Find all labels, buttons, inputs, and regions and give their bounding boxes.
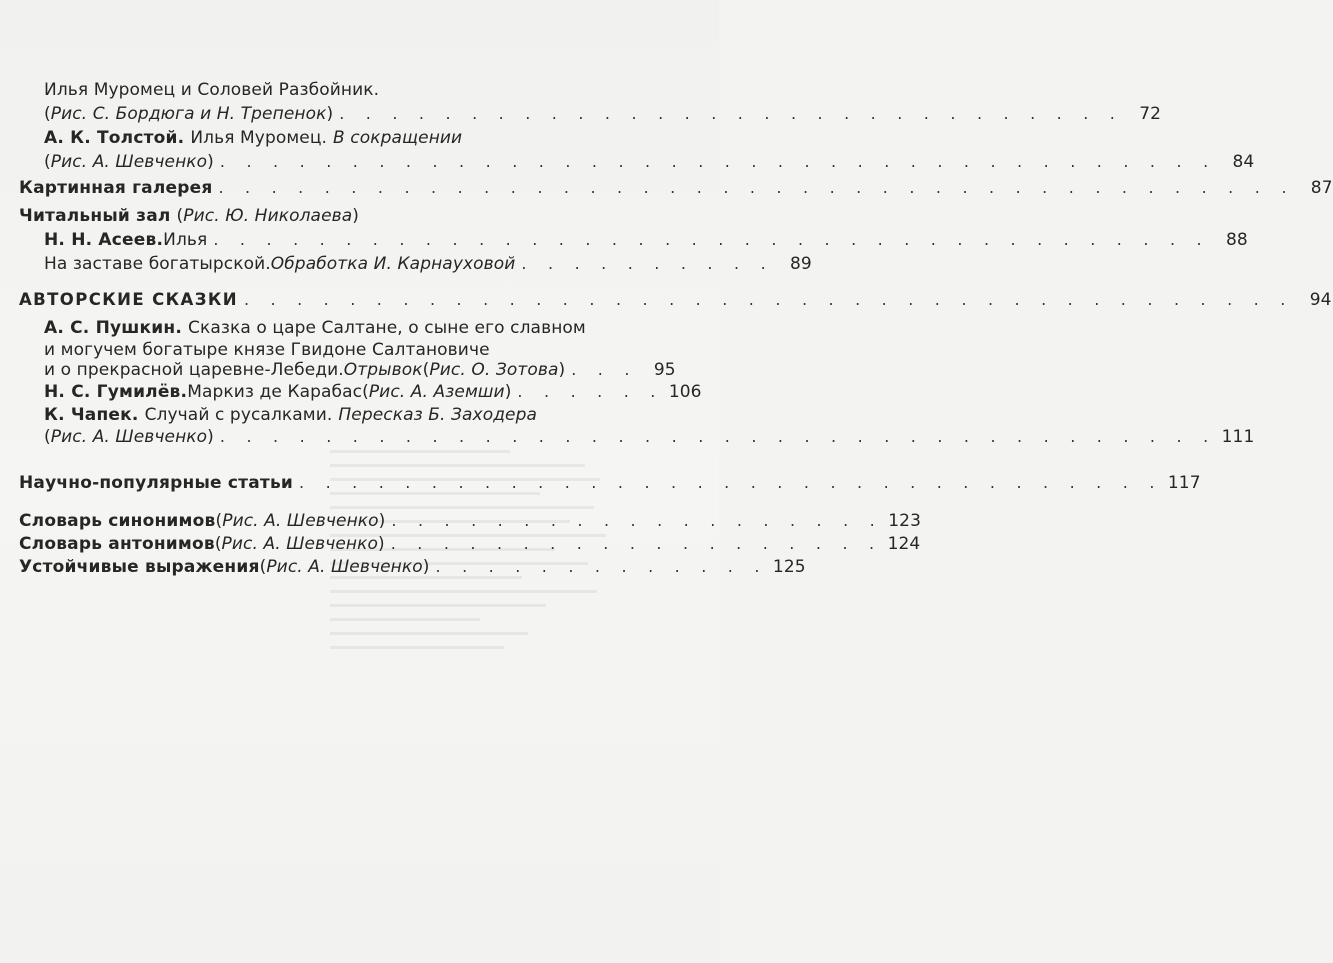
- dot-leader: . . . . . . . . . . . . . . . . . . . . . . . . . . . . . . . . . . . . . . . . .: [218, 178, 1295, 197]
- toc-title: На заставе богатырской.: [44, 254, 271, 274]
- toc-entry-tolstoy-illustrator: [44, 152, 1255, 172]
- illustrator: Рис. А. Шевченко: [266, 557, 423, 577]
- toc-note: Обработка И. Карнауховой: [270, 254, 516, 274]
- toc-entry-pushkin-end: [44, 360, 676, 380]
- page-number: 117: [1167, 473, 1201, 493]
- dot-leader: . . . . . .: [517, 382, 664, 401]
- paren-close: ): [326, 104, 334, 124]
- toc-title: Илья Муромец и Соловей Разбойник.: [44, 80, 380, 100]
- section-title: Картинная галерея: [19, 178, 213, 198]
- dot-leader: . . . . . . . . . . . . . . . . . . . . . . . . . . . . . . . . . . . . . .: [219, 152, 1217, 171]
- page-number: 124: [887, 534, 921, 554]
- toc-author: А. С. Пушкин.: [44, 318, 183, 338]
- paren-close: ): [378, 511, 386, 531]
- illustrator: Рис. С. Бордюга и Н. Трепенок: [50, 104, 327, 124]
- toc-entry-ilya-solovei-illustrator: [44, 104, 1162, 124]
- page-number: 95: [653, 360, 676, 380]
- toc-author: Н. Н. Асеев.: [44, 230, 164, 250]
- toc-author: Н. С. Гумилёв.: [44, 382, 188, 402]
- toc-entry-chapek-illustrator: [44, 427, 1255, 447]
- toc-title-continued: и могучем богатыре князе Гвидоне Салтановиче: [44, 340, 490, 360]
- dot-leader: . . . . . . . . . . . . . . . . . . . . . . . . . . . . . . . . .: [299, 473, 1163, 492]
- toc-section-reading-room: [19, 206, 624, 226]
- illustrator: Рис. А. Аземши: [368, 382, 505, 402]
- page-number: 125: [772, 557, 806, 577]
- section-title: Словарь синонимов: [19, 511, 216, 531]
- toc-note: Пересказ Б. Заходера: [338, 405, 538, 425]
- dot-leader: . . . . . . . . . .: [521, 254, 774, 273]
- section-title: Научно-популярные статьи: [19, 473, 294, 493]
- illustrator: Рис. А. Шевченко: [50, 152, 208, 172]
- page-number: 106: [668, 382, 702, 402]
- paren-open: (: [362, 382, 369, 402]
- toc-title: Сказка о царе Салтане, о сыне его славном: [188, 318, 586, 338]
- illustrator: Рис. А. Шевченко: [222, 511, 379, 531]
- show-through-text: [330, 450, 630, 810]
- toc-section-gallery: [19, 178, 1333, 198]
- toc-section-science-articles: [19, 473, 1201, 493]
- paren-close: ): [504, 382, 512, 402]
- section-title: Читальный зал: [19, 206, 171, 226]
- toc-entry-chapek: [44, 405, 624, 425]
- toc-entry-ilya-solovei: [44, 80, 624, 100]
- toc-entry-pushkin: [44, 318, 624, 338]
- page-number: 84: [1232, 152, 1255, 172]
- dot-leader: . . . . . . . . . . . . . . . . . . . . . . . . . . . . . .: [339, 104, 1124, 123]
- dot-leader: . . .: [571, 360, 638, 379]
- toc-entry-pushkin-cont: [44, 340, 624, 360]
- dot-leader: . . . . . . . . . . . . . . . . . . . . . . . . . . . . . . . . . . . . . . . .: [243, 290, 1294, 309]
- paren-close: ): [377, 534, 385, 554]
- page-number: 72: [1139, 104, 1162, 124]
- paren-open: (: [215, 511, 223, 531]
- toc-section-synonyms: [19, 511, 921, 531]
- toc-entry-zastava: [44, 254, 812, 274]
- paren-close: ): [422, 557, 430, 577]
- page-number: 89: [790, 254, 812, 274]
- page-number: 94: [1309, 290, 1332, 310]
- page-number: 87: [1310, 178, 1333, 198]
- illustrator: Рис. О. Зотова: [429, 360, 559, 380]
- toc-title-continued: и о прекрасной царевне-Лебеди.: [44, 360, 344, 380]
- illustrator: Рис. Ю. Николаева: [183, 206, 353, 226]
- toc-entry-tolstoy: [44, 128, 624, 148]
- toc-author: К. Чапек.: [44, 405, 139, 425]
- toc-section-idioms: [19, 557, 806, 577]
- paren-open: (: [176, 206, 184, 226]
- section-title: Словарь антонимов: [19, 534, 215, 554]
- toc-title: Маркиз де Карабас: [187, 382, 363, 402]
- section-title: АВТОРСКИЕ СКАЗКИ: [19, 290, 238, 309]
- paren-open: (: [422, 360, 430, 380]
- toc-note: В сокращении: [333, 128, 463, 148]
- paren-close: ): [207, 427, 214, 447]
- paren-open: (: [44, 152, 51, 172]
- illustrator: Рис. А. Шевченко: [50, 427, 208, 447]
- toc-note: Отрывок: [343, 360, 423, 380]
- toc-title: Илья Муромец.: [190, 128, 328, 148]
- dot-leader: . . . . . . . . . . . . . . . . . . . . . . . . . . . . . . . . . . . . . .: [219, 427, 1217, 446]
- page-number: 111: [1221, 427, 1255, 447]
- toc-section-antonyms: [19, 534, 921, 554]
- illustrator: Рис. А. Шевченко: [221, 534, 378, 554]
- toc-title: Случай с русалками.: [144, 405, 333, 425]
- dot-leader: . . . . . . . . . . . . . . . . . . .: [391, 511, 883, 530]
- toc-title: Илья: [163, 230, 208, 250]
- dot-leader: . . . . . . . . . . . . . . . . . . . . . . . . . . . . . . . . . . . . . .: [213, 230, 1210, 249]
- dot-leader: . . . . . . . . . . . . . . . . . . .: [390, 534, 883, 553]
- page-number: 88: [1225, 230, 1248, 250]
- paren-close: ): [352, 206, 359, 226]
- toc-entry-gumilev: [44, 382, 702, 402]
- paren-open: (: [44, 427, 51, 447]
- toc-section-author-tales: [19, 290, 1332, 310]
- paren-open: (: [44, 104, 51, 124]
- page-number: 123: [888, 511, 921, 531]
- toc-entry-aseev: [44, 230, 1248, 250]
- paren-close: ): [207, 152, 214, 172]
- paren-open: (: [259, 557, 267, 577]
- paren-open: (: [214, 534, 222, 554]
- toc-author: А. К. Толстой.: [44, 128, 185, 148]
- dot-leader: . . . . . . . . . . . . .: [435, 557, 768, 576]
- paren-close: ): [558, 360, 566, 380]
- section-title: Устойчивые выражения: [19, 557, 260, 577]
